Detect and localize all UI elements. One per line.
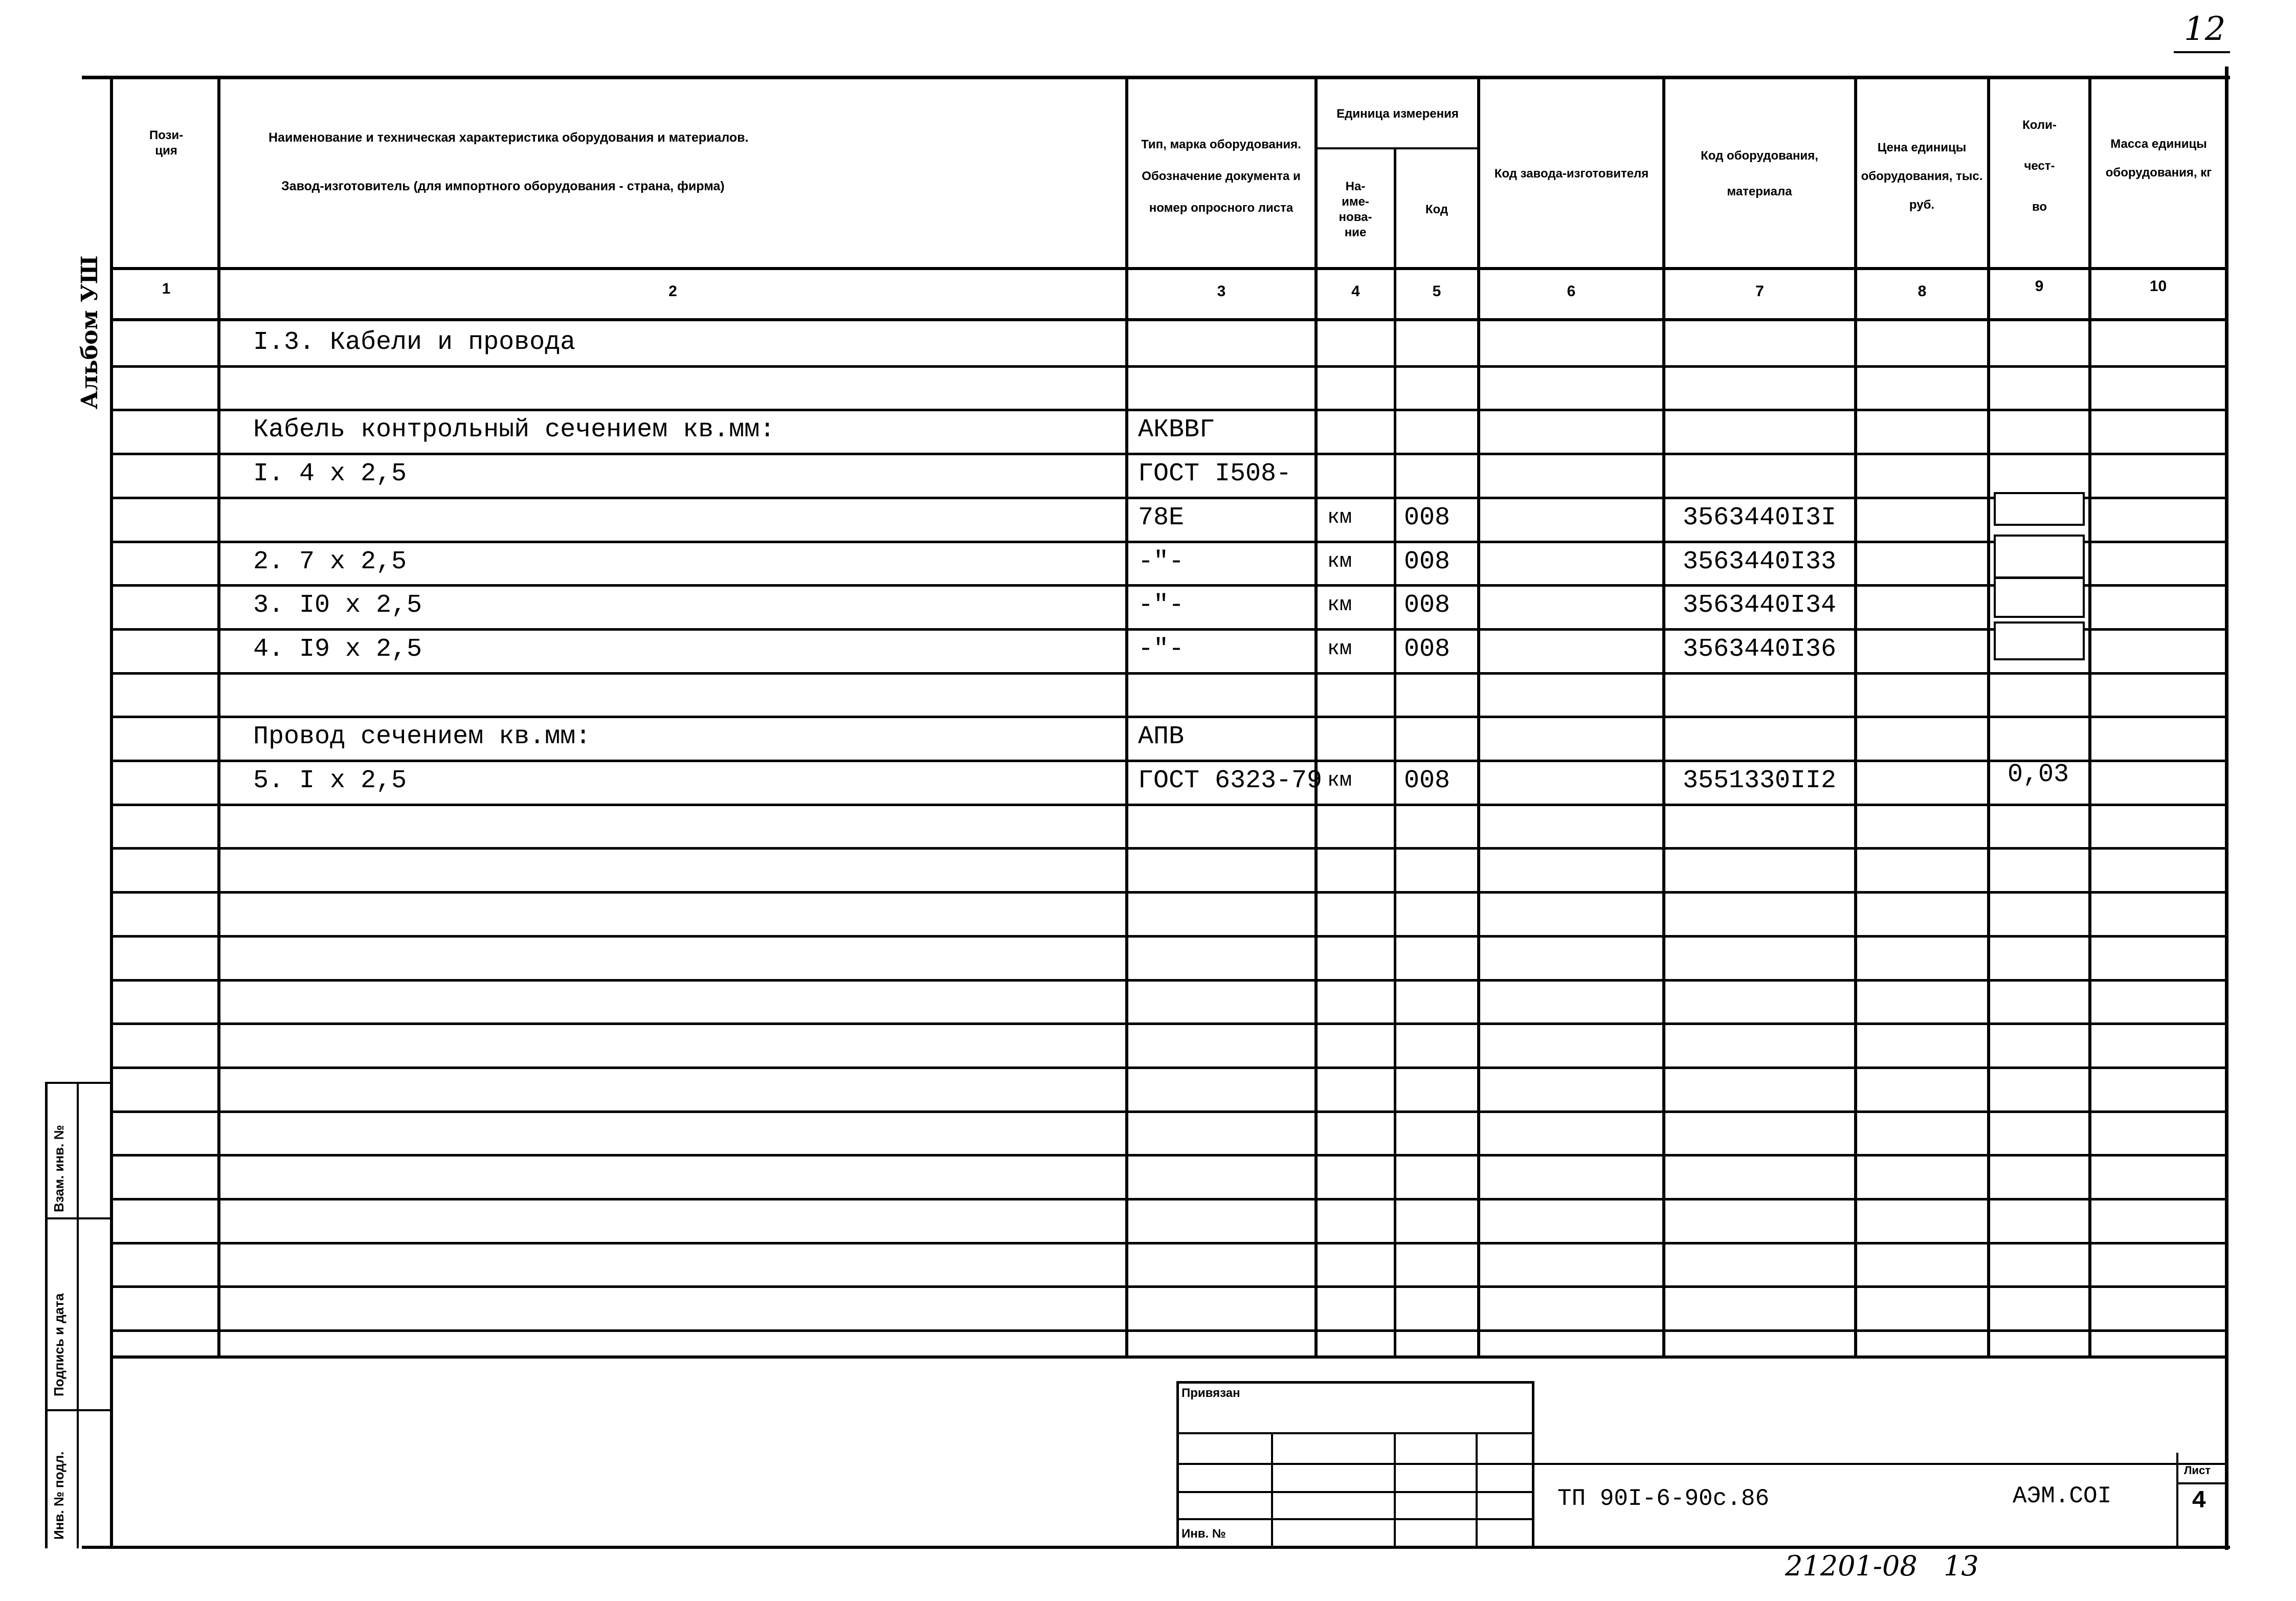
row-line (110, 979, 2227, 982)
header-col4: На- име- нова- ние (1339, 180, 1372, 239)
row-11-type: ГОСТ 6323-79 (1138, 766, 1323, 795)
page-number-handwritten: 12 (2184, 10, 2226, 48)
header-col2-line1: Наименование и техническая характеристика оборудования и материалов. (269, 130, 749, 145)
list-label: Лист (2184, 1464, 2211, 1477)
colnum-2: 2 (668, 283, 677, 300)
row-11-ucode: 008 (1404, 766, 1451, 795)
row-line (110, 1066, 2227, 1069)
tb-top (1176, 1381, 1534, 1384)
row-line (110, 935, 2227, 938)
header-col9: Коли- чест- во (2022, 118, 2057, 214)
row-6-name: 2. 7 x 2,5 (253, 547, 407, 576)
row-4-name: I. 4 x 2,5 (253, 459, 407, 488)
row-7-type: -"- (1138, 591, 1185, 620)
doc-code: ТП 90I-6-90с.86 (1557, 1485, 1770, 1512)
row-10-type: АПВ (1138, 722, 1185, 751)
row-8-unit: км (1327, 638, 1352, 661)
tb-col2 (1394, 1432, 1396, 1547)
header-col3: Тип, марка оборудования. Обозначение документа и номер опросного листа (1141, 138, 1301, 215)
colnum-6: 6 (1567, 283, 1576, 300)
side-stamp-mid-line (77, 1082, 79, 1548)
row-10-name: Провод сечением кв.мм: (253, 722, 591, 751)
tb-col3 (1476, 1432, 1478, 1547)
page-number-underline (2174, 51, 2230, 53)
sheet-code: АЭМ.СОI (2013, 1483, 2112, 1509)
side-stamp-inv-podl: Инв. № подл. (51, 1451, 66, 1540)
row-11-code: 3551330II2 (1683, 766, 1837, 795)
row-line (110, 541, 2227, 543)
row-5-ucode: 008 (1404, 503, 1451, 532)
row-7-ucode: 008 (1404, 591, 1451, 620)
row-line (110, 497, 2227, 499)
side-stamp-right-line (45, 1082, 48, 1548)
tb-list-mid (2176, 1482, 2227, 1484)
row-1-name: I.3. Кабели и провода (253, 328, 576, 357)
row-line (110, 1154, 2227, 1157)
header-bottom-line (110, 267, 2227, 270)
quantity-box-2 (1994, 535, 2085, 579)
row-5-type: 78Е (1138, 503, 1185, 532)
header-col7: Код оборудования, материала (1701, 149, 1818, 198)
row-5-code: 3563440I3I (1683, 503, 1837, 532)
numbers-bottom-line (110, 318, 2227, 321)
header-unit-group: Единица измерения (1336, 106, 1459, 121)
tb-col1 (1271, 1432, 1273, 1547)
row-7-unit: км (1327, 594, 1352, 617)
colnum-4: 4 (1351, 283, 1360, 300)
row-line (110, 1198, 2227, 1200)
row-line (110, 891, 2227, 894)
frame-bottom-line (82, 1546, 2230, 1549)
row-line (110, 1329, 2227, 1332)
row-4-type: ГОСТ I508- (1138, 459, 1292, 488)
title-block-inv-no: Инв. № (1182, 1527, 1226, 1541)
row-8-type: -"- (1138, 635, 1185, 664)
tb-list-left (2176, 1453, 2178, 1547)
side-stamp-signature-date: Подпись и дата (51, 1293, 66, 1396)
row-5-unit: км (1327, 506, 1352, 529)
row-line (110, 804, 2227, 806)
row-line (110, 1242, 2227, 1244)
quantity-box-1 (1994, 492, 2085, 526)
tb-row4 (1176, 1518, 1534, 1520)
frame-top-line (82, 76, 2230, 79)
row-6-code: 3563440I33 (1683, 547, 1837, 576)
quantity-box-3 (1994, 577, 2085, 618)
colnum-3: 3 (1217, 283, 1226, 300)
row-line (110, 1110, 2227, 1113)
row-3-type: АКВВГ (1138, 415, 1215, 444)
tb-row2 (1176, 1463, 1534, 1465)
row-line (110, 628, 2227, 631)
row-line (110, 365, 2227, 368)
header-col5: Код (1425, 203, 1448, 216)
row-line (110, 409, 2227, 411)
row-line (110, 453, 2227, 455)
colnum-5: 5 (1432, 283, 1441, 300)
row-line (110, 847, 2227, 850)
header-col2-line2: Завод-изготовитель (для импортного оборудования - страна, фирма) (281, 179, 725, 193)
quantity-box-4 (1994, 621, 2085, 660)
side-stamp-sep1 (45, 1217, 112, 1219)
title-block-privyazan: Привязан (1182, 1386, 1240, 1400)
row-line (110, 1285, 2227, 1288)
album-label: Альбом УШ (77, 255, 103, 409)
row-11-qty: 0,03 (2008, 760, 2069, 789)
frame-left-line (110, 76, 113, 1549)
row-7-name: 3. I0 x 2,5 (253, 591, 422, 620)
colnum-1: 1 (162, 280, 171, 297)
col-sep-4 (1394, 148, 1396, 1357)
header-col8: Цена единицы оборудования, тыс. руб. (1861, 141, 1983, 212)
footer-handwritten: 21201-08 (1785, 1550, 1918, 1582)
side-stamp-inv-vzam: Взам. инв. № (51, 1125, 66, 1212)
row-line (110, 672, 2227, 675)
tb-row1 (1176, 1432, 1534, 1434)
table-body-bottom-line (110, 1355, 2227, 1359)
row-line (110, 584, 2227, 587)
row-line (110, 760, 2227, 762)
colnum-7: 7 (1755, 283, 1764, 300)
row-6-type: -"- (1138, 547, 1185, 576)
row-8-ucode: 008 (1404, 635, 1451, 664)
row-7-code: 3563440I34 (1683, 591, 1837, 620)
frame-right-line (2225, 66, 2228, 1550)
colnum-9: 9 (2035, 278, 2044, 295)
row-line (110, 1022, 2227, 1025)
side-stamp-top (45, 1082, 112, 1084)
header-col10: Масса единицы оборудования, кг (2105, 137, 2212, 180)
side-stamp-sep2 (45, 1409, 112, 1411)
row-8-name: 4. I9 x 2,5 (253, 635, 422, 664)
row-6-unit: км (1327, 550, 1352, 573)
row-3-name: Кабель контрольный сечением кв.мм: (253, 415, 775, 444)
list-number: 4 (2192, 1487, 2206, 1515)
row-11-unit: км (1327, 769, 1352, 792)
header-col1: Пози- ция (149, 128, 184, 158)
colnum-10: 10 (2149, 278, 2167, 295)
tb-row3 (1176, 1491, 1534, 1493)
tb-main-top (1534, 1463, 2227, 1465)
footer-number: 13 (1944, 1550, 1979, 1582)
colnum-8: 8 (1918, 283, 1927, 300)
row-8-code: 3563440I36 (1683, 635, 1837, 664)
header-col6: Код завода-изготовителя (1494, 167, 1649, 181)
row-6-ucode: 008 (1404, 547, 1451, 576)
row-11-name: 5. I x 2,5 (253, 766, 407, 795)
unit-group-line (1314, 147, 1478, 149)
row-line (110, 716, 2227, 718)
